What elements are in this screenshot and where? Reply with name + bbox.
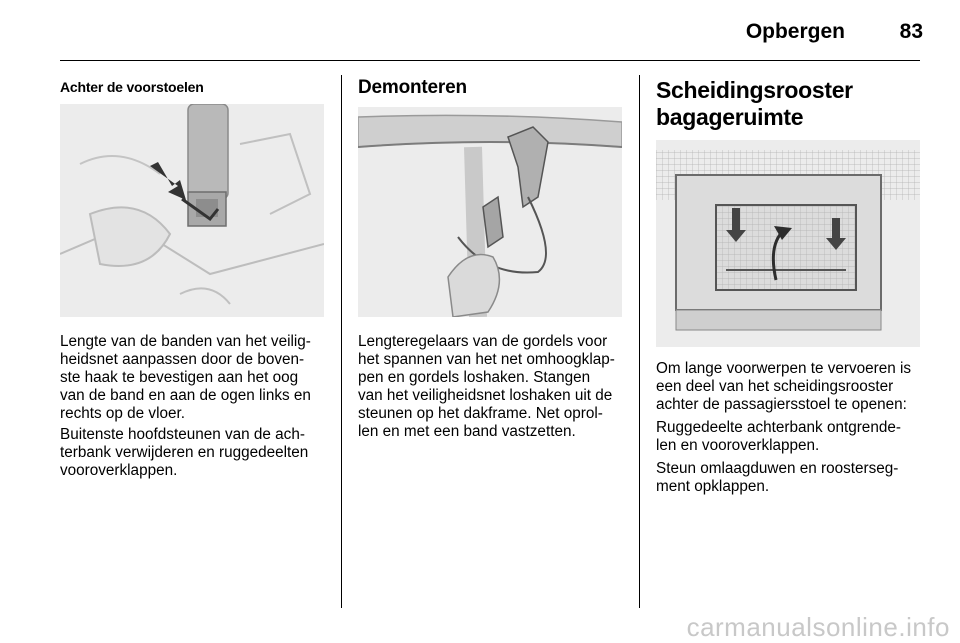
section-heading-partition-grille: Scheidingsrooster bagageruimte bbox=[656, 77, 853, 130]
paragraph: Steun omlaagduwen en roosterseg- ment opklappen. bbox=[656, 460, 899, 495]
column-divider-2 bbox=[639, 75, 640, 608]
paragraph: Lengte van de banden van het veilig- heidsnet aanpassen door de boven- ste haak te bevestigen aan het oog van de band en aan de ogen links en rechts op de vloer. bbox=[60, 333, 311, 422]
section-heading-demonteren: Demonteren bbox=[358, 77, 467, 98]
page-number: 83 bbox=[899, 20, 923, 43]
section-heading-behind-seats: Achter de voorstoelen bbox=[60, 79, 204, 95]
paragraph: Buitenste hoofdsteunen van de ach- terbank verwijderen en ruggedeelten vooroverklappen. bbox=[60, 426, 309, 479]
seat-belt-strap-icon bbox=[60, 104, 324, 317]
page-title: Opbergen bbox=[745, 20, 845, 43]
header-divider bbox=[60, 60, 920, 61]
partition-grille-icon bbox=[656, 140, 920, 347]
paragraph: Lengteregelaars van de gordels voor het spannen van het net omhoogklap- pen en gordels loshaken. Stangen van het veiligheidsnet loshaken uit de steunen op het dakframe. Net oprol- len en met een band vastzetten. bbox=[358, 333, 615, 440]
watermark: carmanualsonline.info bbox=[686, 612, 950, 642]
column-divider-1 bbox=[341, 75, 342, 608]
roof-rail-hook-icon bbox=[358, 107, 622, 317]
paragraph: Ruggedeelte achterbank ontgrende- len en vooroverklappen. bbox=[656, 419, 901, 454]
paragraph: Om lange voorwerpen te vervoeren is een deel van het scheidingsrooster achter de passagiersstoel te openen: bbox=[656, 360, 912, 413]
